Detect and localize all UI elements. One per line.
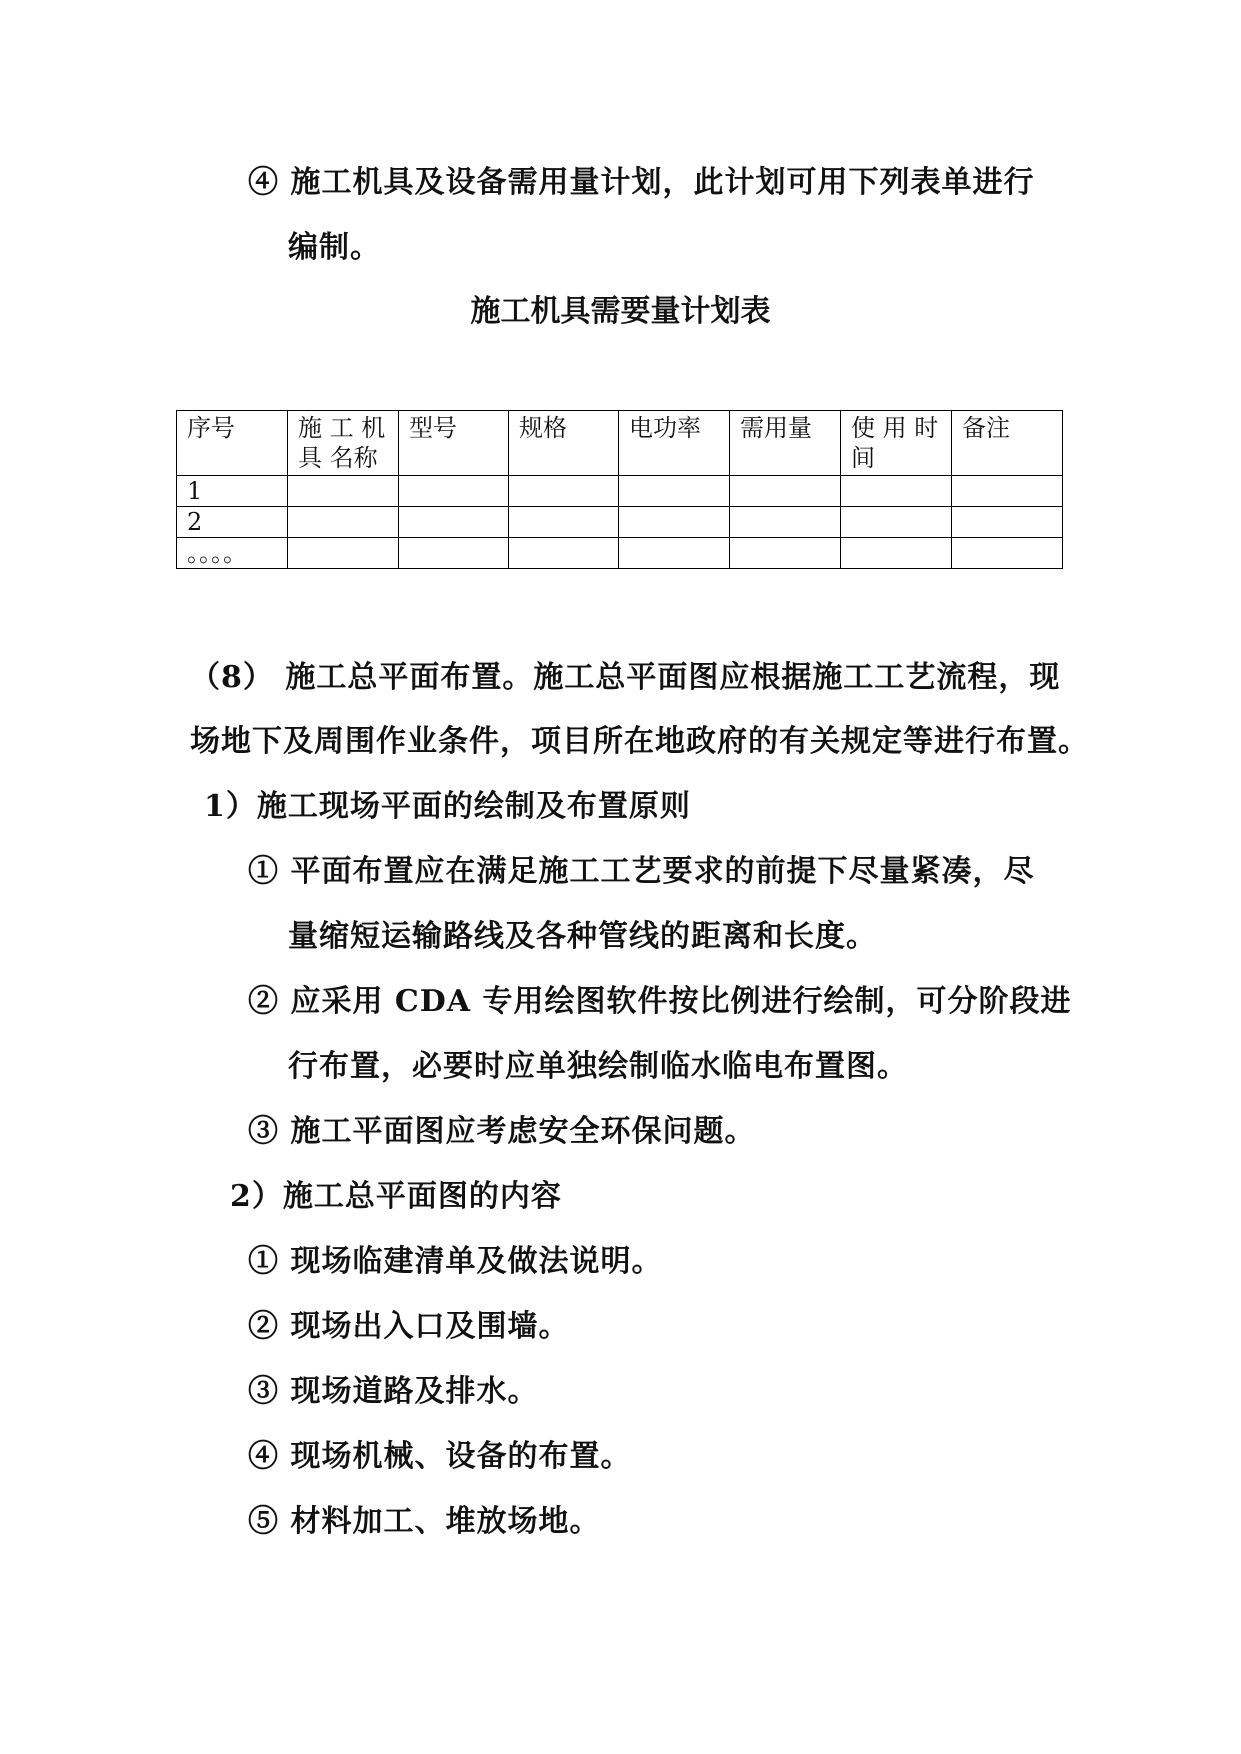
table-cell [399,538,509,569]
table-cell [730,476,841,507]
header-model: 型号 [399,411,509,476]
table-row [177,507,1063,538]
table-cell [619,507,730,538]
table-title: 施工机具需要量计划表 [470,294,771,329]
table-cell: 2 [177,507,288,538]
table-cell [509,507,619,538]
section8-line-1: （8） 施工总平面布置。施工总平面图应根据施工工艺流程，现 [190,660,1061,695]
table-cell [841,476,952,507]
table-cell [841,507,952,538]
table-cell [619,538,730,569]
sub1-heading: 1）施工现场平面的绘制及布置原则 [204,789,691,824]
table-cell [952,538,1063,569]
equipment-plan-table [176,410,1063,569]
table-row [177,476,1063,507]
intro-line-1: ④ 施工机具及设备需用量计划，此计划可用下列表单进行 [248,165,1035,200]
table-cell [288,476,399,507]
table-cell [288,507,399,538]
table-header-row [177,411,1063,476]
header-quantity: 需用量 [730,411,841,476]
header-power: 电功率 [619,411,730,476]
table-cell [288,538,399,569]
sub2-item: ④ 现场机械、设备的布置。 [248,1439,632,1474]
table-cell [509,538,619,569]
table-cell [952,476,1063,507]
header-index: 序号 [177,411,288,476]
table-cell [952,507,1063,538]
sub1-item1-line1: ① 平面布置应在满足施工工艺要求的前提下尽量紧凑，尽 [248,854,1035,889]
sub1-item2-line1: ② 应采用 CDA 专用绘图软件按比例进行绘制，可分阶段进 [248,984,1072,1019]
table-cell: 。。。。 [177,538,288,569]
sub2-item: ③ 现场道路及排水。 [248,1374,539,1409]
sub2-item: ② 现场出入口及围墙。 [248,1309,570,1344]
table-cell [509,476,619,507]
sub2-item: ⑤ 材料加工、堆放场地。 [248,1504,601,1539]
table-cell [730,538,841,569]
sub1-item2-line2: 行布置，必要时应单独绘制临水临电布置图。 [288,1049,908,1084]
sub2-heading: 2）施工总平面图的内容 [230,1179,562,1214]
table-row [177,538,1063,569]
sub2-item: ① 现场临建清单及做法说明。 [248,1244,663,1279]
intro-line-2: 编制。 [288,230,381,265]
table-cell [399,507,509,538]
header-usage-time: 使 用 时 间 [841,411,952,476]
header-remarks: 备注 [952,411,1063,476]
table-cell [841,538,952,569]
table-cell [730,507,841,538]
header-spec: 规格 [509,411,619,476]
table-cell: 1 [177,476,288,507]
header-equipment-name: 施 工 机 具 名称 [288,411,399,476]
table-cell [619,476,730,507]
sub1-item1-line2: 量缩短运输路线及各种管线的距离和长度。 [288,919,877,954]
table-cell [399,476,509,507]
section8-line-2: 场地下及周围作业条件，项目所在地政府的有关规定等进行布置。 [190,724,1089,759]
sub1-item3: ③ 施工平面图应考虑安全环保问题。 [248,1114,756,1149]
